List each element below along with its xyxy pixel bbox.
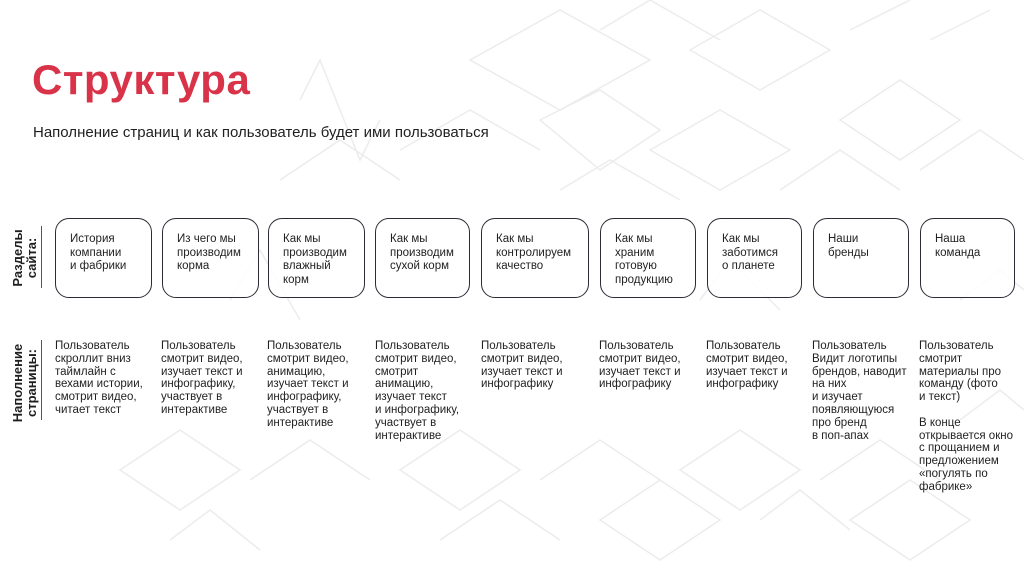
section-box-wet-food: Как мы производим влажный корм xyxy=(268,218,365,298)
section-box-storage: Как мы храним готовую продукцию xyxy=(600,218,696,298)
section-description-wet-food: Пользователь смотрит видео, анимацию, изучает текст и инфографику, участвует в интерактиве xyxy=(267,340,349,429)
sections-divider xyxy=(41,226,42,288)
section-box-planet: Как мы заботимся о планете xyxy=(707,218,802,298)
row-label-sections-line1: Разделы xyxy=(10,229,25,287)
page-subtitle: Наполнение страниц и как пользователь будет ими пользоваться xyxy=(33,124,489,141)
section-description-ingredients: Пользователь смотрит видео, изучает текст и инфографику, участвует в интерактиве xyxy=(161,340,243,416)
section-description-quality: Пользователь смотрит видео, изучает текст и инфографику xyxy=(481,340,563,391)
section-box-brands: Наши бренды xyxy=(813,218,909,298)
row-label-content xyxy=(11,338,39,428)
section-box-ingredients: Из чего мы производим корма xyxy=(162,218,259,298)
section-box-dry-food: Как мы производим сухой корм xyxy=(375,218,470,298)
section-box-quality: Как мы контролируем качество xyxy=(481,218,589,298)
section-description-brands: Пользователь Видит логотипы брендов, наводит на них и изучает появляющуюся про бренд в поп-апах xyxy=(812,340,907,442)
row-label-sections-line2: сайта: xyxy=(24,237,39,279)
section-description-team: Пользователь смотрит материалы про команду (фото и текст) В конце открывается окно с прощанием и предложением «погулять по фабрике» xyxy=(919,340,1013,493)
row-label-sections xyxy=(11,217,39,299)
section-box-history: История компании и фабрики xyxy=(55,218,152,298)
section-description-dry-food: Пользователь смотрит видео, смотрит анимацию, изучает текст и инфографику, участвует в интерактиве xyxy=(375,340,460,442)
content-divider xyxy=(41,340,42,420)
section-box-team: Наша команда xyxy=(920,218,1015,298)
section-description-planet: Пользователь смотрит видео, изучает текст и инфографику xyxy=(706,340,788,391)
page-title: Структура xyxy=(32,56,251,103)
section-description-history: Пользователь скроллит вниз таймлайн с вехами истории, смотрит видео, читает текст xyxy=(55,340,143,416)
section-description-storage: Пользователь смотрит видео, изучает текст и инфографику xyxy=(599,340,681,391)
row-label-content-line2: страницы: xyxy=(24,348,39,418)
row-label-content-line1: Наполнение xyxy=(10,343,25,423)
